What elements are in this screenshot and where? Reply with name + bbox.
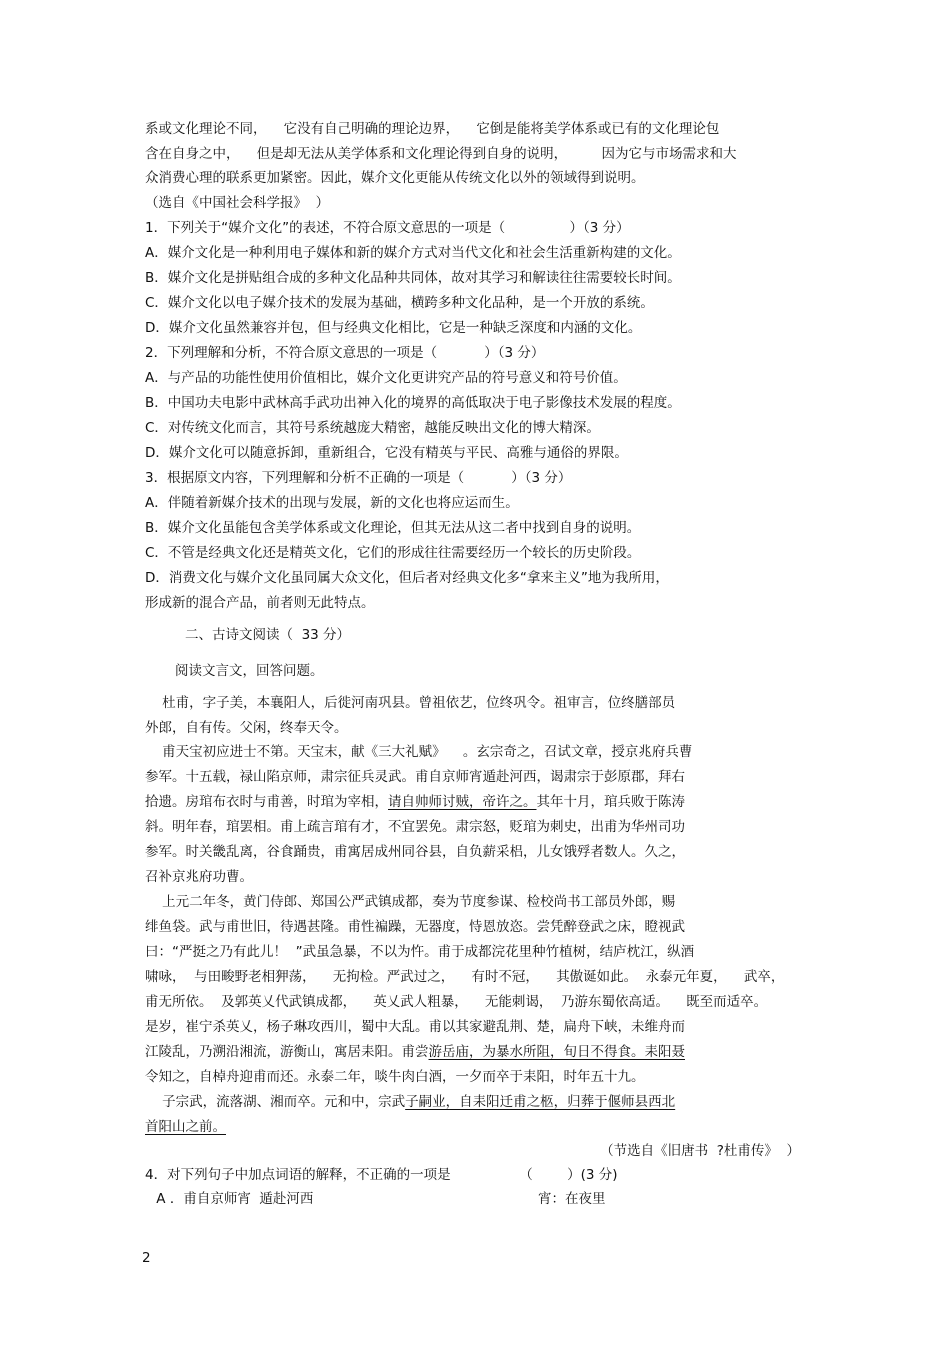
classical-line-underlined-4 (145, 1115, 825, 1139)
classical-line-underlined-3 (145, 1090, 825, 1114)
classical-line: 甫无所依。 及郭英乂代武镇成都， 英乂武人粗暴， 无能刺谒， 乃游东蜀依高适。 既至而适卒。 (145, 994, 768, 1010)
classical-line-underlined-2 (145, 1040, 825, 1064)
classical-source: （节选自《旧唐书 ?杜甫传》 ） (600, 1143, 800, 1159)
classical-line: 绯鱼袋。武与甫世旧，待遇甚隆。甫性褊躁，无器度，恃恩放恣。尝凭醉登武之床，瞪视武 (145, 919, 685, 935)
question-1-option-a: A．媒介文化是一种利用电子媒体和新的媒介方式对当代文化和社会生活重新构建的文化。 (145, 245, 681, 261)
question-2-stem: 2．下列理解和分析，不符合原文意思的一项是（ ）（3 分） (145, 345, 545, 361)
question-1-option-c: C．媒介文化以电子媒介技术的发展为基础，横跨多种文化品种，是一个开放的系统。 (145, 295, 654, 311)
classical-text: 其年十月，琯兵败于陈涛 (536, 794, 685, 810)
question-4-option-a-gloss: 宵：在夜里 (538, 1191, 606, 1207)
classical-line: 啸咏， 与田畯野老相狎荡， 无拘检。严武过之， 有时不冠， 其傲诞如此。 永泰元年夏， 武卒， (145, 969, 785, 985)
question-3-stem: 3．根据原文内容，下列理解和分析不正确的一项是（ ）（3 分） (145, 470, 572, 486)
question-2-option-c: C．对传统文化而言，其符号系统越庞大精密，越能反映出文化的博大精深。 (145, 420, 600, 436)
section-2-heading: 二、古诗文阅读（ 33 分） (185, 627, 351, 643)
question-4-option-a: A ．甫自京师宵 遁赴河西 (152, 1191, 314, 1207)
question-2-option-b: B．中国功夫电影中武林高手武功出神入化的境界的高低取决于电子影像技术发展的程度。 (145, 395, 681, 411)
question-3-option-c: C．不管是经典文化还是精英文化，它们的形成往往需要经历一个较长的历史阶段。 (145, 545, 641, 561)
question-3-option-d-continued: 形成新的混合产品，前者则无此特点。 (145, 595, 375, 611)
question-3-option-a: A．伴随着新媒介技术的出现与发展，新的文化也将应运而生。 (145, 495, 519, 511)
question-4-stem: 4．对下列句子中加点词语的解释，不正确的一项是 （ ）(3 分) (145, 1167, 618, 1183)
classical-text: 子宗武，流落湖、湘而卒。元和中，宗武 (145, 1094, 406, 1110)
underlined-sentence: 游岳庙，为暴水所阻，旬日不得食。耒阳聂 (428, 1044, 685, 1060)
passage-line: 众消费心理的联系更加紧密。因此，媒介文化更能从传统文化以外的领域得到说明。 (145, 170, 645, 186)
classical-line: 是岁，崔宁杀英乂，杨子琳攻西川，蜀中大乱。甫以其家避乱荆、楚，扁舟下峡，未维舟而 (145, 1019, 685, 1035)
underlined-sentence: 请自帅师讨贼，帝许之。 (388, 794, 537, 810)
classical-line: 斜。明年春，琯罢相。甫上疏言琯有才，不宜罢免。肃宗怒，贬琯为刺史，出甫为华州司功 (145, 819, 685, 835)
page-number: 2 (142, 1250, 151, 1266)
classical-line-underlined-1 (145, 790, 825, 814)
classical-line: 甫天宝初应进士不第。天宝末，献《三大礼赋》 。玄宗奇之，召试文章，授京兆府兵曹 (145, 744, 693, 760)
classical-line: 召补京兆府功曹。 (145, 869, 253, 885)
section-2-instruction: 阅读文言文，回答问题。 (175, 663, 324, 679)
question-2-option-a: A．与产品的功能性使用价值相比，媒介文化更讲究产品的符号意义和符号价值。 (145, 370, 627, 386)
question-1-option-d: D．媒介文化虽然兼容并包，但与经典文化相比，它是一种缺乏深度和内涵的文化。 (145, 320, 642, 336)
classical-line: 参军。十五载，禄山陷京师，肃宗征兵灵武。甫自京师宵遁赴河西，谒肃宗于彭原郡，拜右 (145, 769, 685, 785)
classical-text: 江陵乱，乃溯沿湘流，游衡山，寓居耒阳。甫尝 (145, 1044, 429, 1060)
passage-line: 含在自身之中， 但是却无法从美学体系和文化理论得到自身的说明， 因为它与市场需求和大 (145, 146, 737, 162)
question-3-option-b: B．媒介文化虽能包含美学体系或文化理论，但其无法从这二者中找到自身的说明。 (145, 520, 641, 536)
question-1-stem: 1．下列关于“媒介文化”的表述，不符合原文意思的一项是（ ）（3 分） (145, 220, 630, 236)
classical-line: 外郎，自有传。父闲，终奉天令。 (145, 720, 348, 736)
classical-line: 上元二年冬，黄门侍郎、郑国公严武镇成都，奏为节度参谋、检校尚书工部员外郎，赐 (145, 894, 676, 910)
question-2-option-d: D．媒介文化可以随意拆卸，重新组合，它没有精英与平民、高雅与通俗的界限。 (145, 445, 628, 461)
passage-line: 系或文化理论不同， 它没有自己明确的理论边界， 它倒是能将美学体系或已有的文化理论包 (145, 121, 720, 137)
underlined-sentence: 首阳山之前。 (145, 1119, 226, 1135)
underlined-sentence: 子嗣业，自耒阳迁甫之柩，归葬于偃师县西北 (405, 1094, 676, 1110)
question-1-option-b: B．媒介文化是拼贴组合成的多种文化品种共同体，故对其学习和解读往往需要较长时间。 (145, 270, 681, 286)
passage-source: （选自《中国社会科学报》 ） (145, 195, 330, 211)
question-3-option-d: D．消费文化与媒介文化虽同属大众文化，但后者对经典文化多“拿来主义”地为我所用， (145, 570, 669, 586)
classical-line: 杜甫，字子美，本襄阳人，后徙河南巩县。曾祖依艺，位终巩令。祖审言，位终膳部员 (145, 695, 676, 711)
classical-line: 令知之，自棹舟迎甫而还。永泰二年，啖牛肉白酒，一夕而卒于耒阳，时年五十九。 (145, 1069, 645, 1085)
classical-line: 曰：“严挺之乃有此儿！ ”武虽急暴，不以为忤。甫于成都浣花里种竹植树，结庐枕江，纵酒 (145, 944, 695, 960)
classical-line: 参军。时关畿乱离，谷食踊贵，甫寓居成州同谷县，自负薪采梠，儿女饿殍者数人。久之， (145, 844, 685, 860)
classical-text: 拾遗。房琯布衣时与甫善，时琯为宰相， (145, 794, 388, 810)
